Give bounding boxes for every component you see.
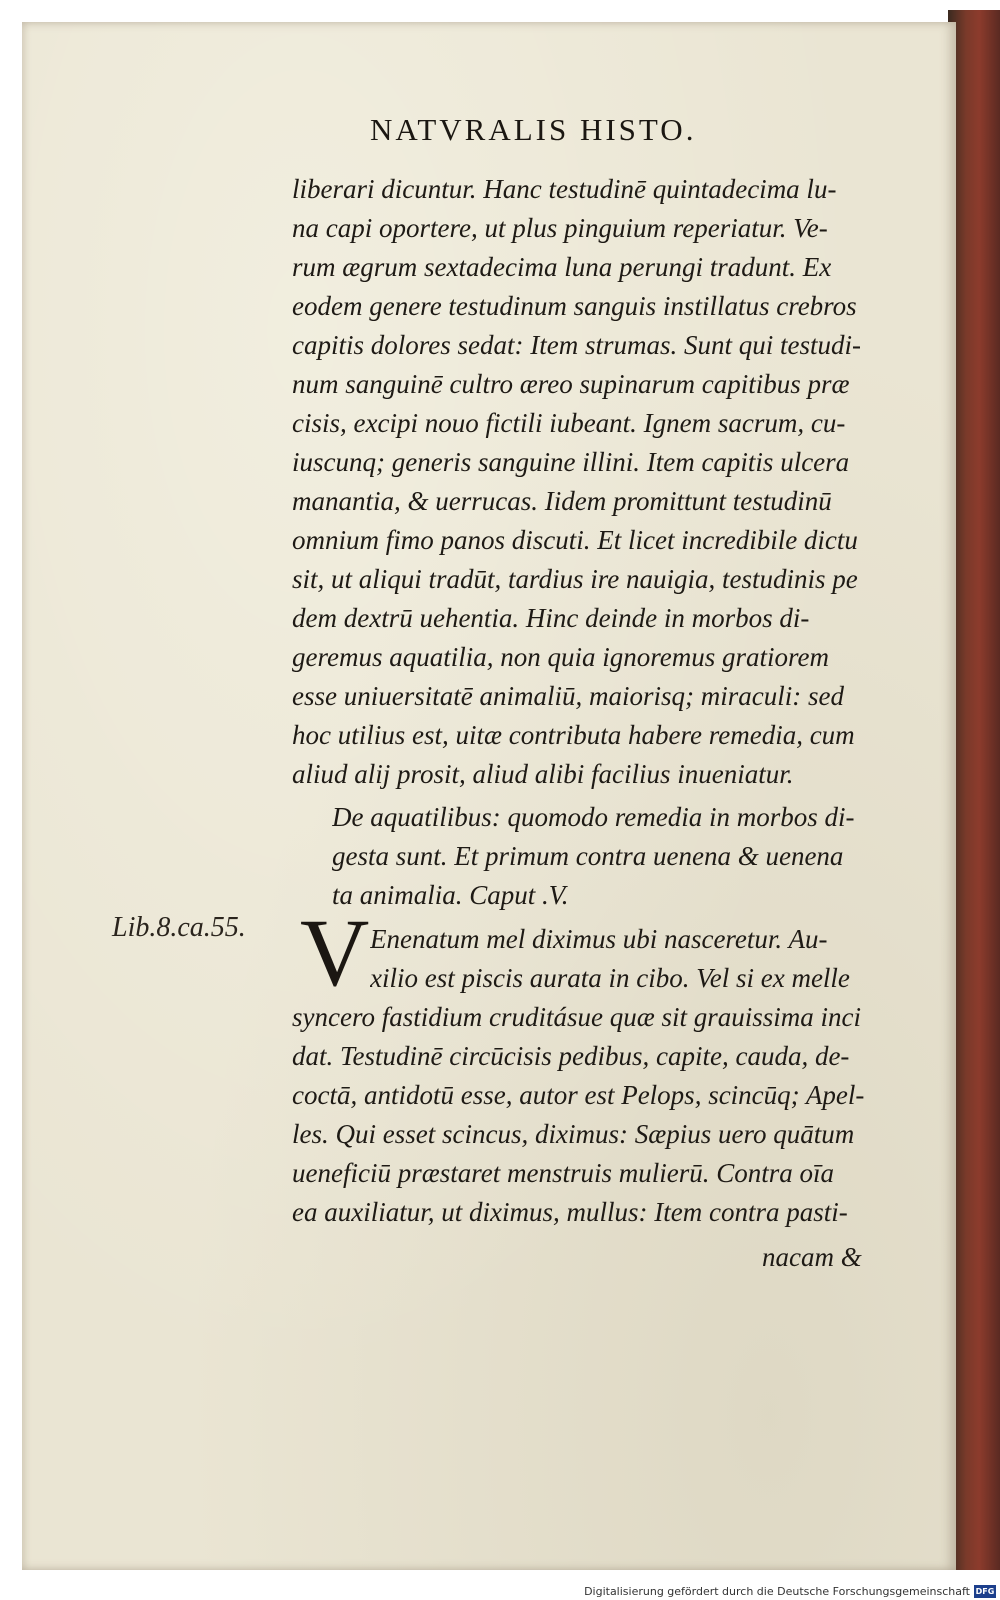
text-line: hoc utilius est, uitæ contributa habere remedia, cum <box>292 720 855 750</box>
footer-bar <box>0 1582 1000 1600</box>
chapter-heading-line: ta animalia. Caput .V. <box>332 880 569 910</box>
text-line: aliud alij prosit, aliud alibi facilius inueniatur. <box>292 759 794 789</box>
text-line: cisis, excipi nouo fictili iubeant. Ignem sacrum, cu- <box>292 408 846 438</box>
catchword: nacam & <box>762 1242 862 1272</box>
text-line: manantia, & uerrucas. Iidem promittunt testudinū <box>292 486 832 516</box>
text-line: les. Qui esset scincus, diximus: Sæpius uero quātum <box>292 1119 855 1149</box>
text-line: liberari dicuntur. Hanc testudinē quintadecima lu- <box>292 174 837 204</box>
running-head: NATVRALIS HISTO. <box>370 112 697 147</box>
text-line: rum ægrum sextadecima luna perungi tradunt. Ex <box>292 252 832 282</box>
text-line: num sanguinē cultro æreo supinarum capitibus præ <box>292 369 850 399</box>
text-line: omnium fimo panos discuti. Et licet incredibile dictu <box>292 525 858 555</box>
text-block <box>292 170 892 1290</box>
text-line: dem dextrū uehentia. Hinc deinde in morbos di- <box>292 603 810 633</box>
margin-note: Lib.8.ca.55. <box>112 912 246 943</box>
text-line: iuscunq; generis sanguine illini. Item capitis ulcera <box>292 447 850 477</box>
text-line: capitis dolores sedat: Item strumas. Sunt qui testudi- <box>292 330 861 360</box>
footer-credit: Digitalisierung gefördert durch die Deutsche Forschungsgemeinschaft <box>584 1585 970 1598</box>
chapter-heading-line: De aquatilibus: quomodo remedia in morbos di- <box>332 802 855 832</box>
text-line: sit, ut aliqui tradūt, tardius ire nauigia, testudinis pe <box>292 564 858 594</box>
text-line: geremus aquatilia, non quia ignoremus gratiorem <box>292 642 829 672</box>
text-line: dat. Testudinē circūcisis pedibus, capite, cauda, de- <box>292 1041 850 1071</box>
text-line: xilio est piscis aurata in cibo. Vel si ex melle <box>370 963 850 993</box>
text-line: ueneficiū præstaret menstruis mulierū. Contra oīa <box>292 1158 834 1188</box>
dfg-logo: DFG <box>975 1587 995 1596</box>
text-line: Enenatum mel diximus ubi nasceretur. Au- <box>370 924 828 954</box>
chapter-heading-line: gesta sunt. Et primum contra uenena & uenena <box>332 841 844 871</box>
text-line: coctā, antidotū esse, autor est Pelops, scincūq; Apel- <box>292 1080 865 1110</box>
text-line: syncero fastidium cruditásue quæ sit grauissima inci <box>292 1002 861 1032</box>
drop-initial: V <box>300 899 370 1006</box>
text-line: ea auxiliatur, ut diximus, mullus: Item contra pasti- <box>292 1197 848 1227</box>
text-line: eodem genere testudinum sanguis instillatus crebros <box>292 291 857 321</box>
text-line: esse uniuersitatē animaliū, maiorisq; miraculi: sed <box>292 681 844 711</box>
text-line: na capi oportere, ut plus pinguium reperiatur. Ve- <box>292 213 828 243</box>
